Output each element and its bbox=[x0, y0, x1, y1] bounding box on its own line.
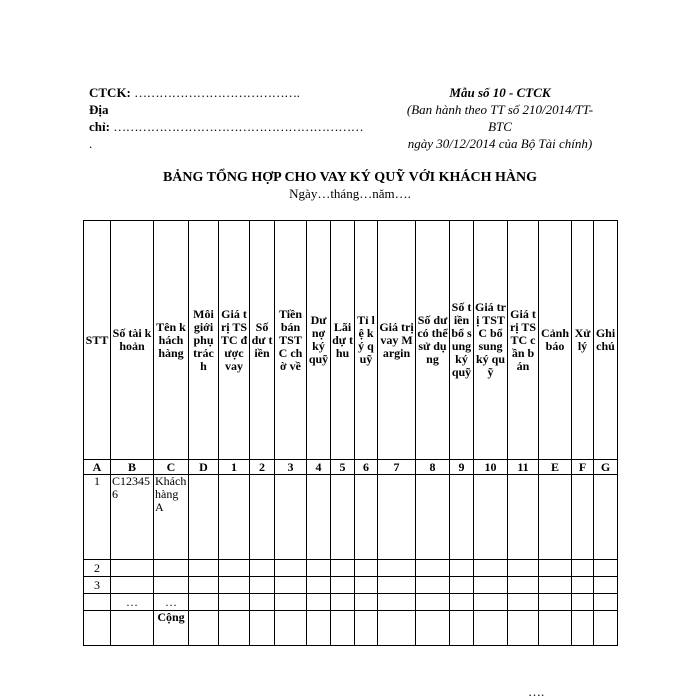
total-row bbox=[84, 611, 618, 646]
header-cell: Giá trị TSTC bổ sung ký quỹ bbox=[474, 221, 508, 460]
row-account: … bbox=[111, 594, 154, 611]
total-label: Cộng bbox=[154, 611, 189, 646]
empty-cell bbox=[572, 611, 594, 646]
empty-cell bbox=[250, 594, 275, 611]
footer-dots: …. bbox=[528, 684, 545, 699]
empty-cell bbox=[378, 594, 416, 611]
address-line bbox=[89, 118, 379, 135]
empty-cell bbox=[307, 594, 331, 611]
address-label: chỉ: bbox=[89, 119, 110, 134]
empty-cell bbox=[219, 594, 250, 611]
empty-cell bbox=[450, 560, 474, 577]
empty-cell bbox=[355, 560, 378, 577]
empty-cell bbox=[594, 577, 618, 594]
empty-cell bbox=[416, 475, 450, 560]
header-cell: Tên khách hàng bbox=[154, 221, 189, 460]
empty-cell bbox=[594, 475, 618, 560]
table-row bbox=[84, 594, 618, 611]
empty-cell bbox=[474, 560, 508, 577]
row-customer bbox=[154, 560, 189, 577]
issued-line-2: BTC bbox=[488, 119, 512, 134]
header-row bbox=[84, 221, 618, 460]
empty-cell bbox=[355, 594, 378, 611]
empty-cell bbox=[331, 594, 355, 611]
header-cell: Dư nợ ký quỹ bbox=[307, 221, 331, 460]
document-date: Ngày…tháng…năm…. bbox=[289, 186, 411, 201]
ctck-line bbox=[89, 84, 379, 101]
empty-cell bbox=[416, 594, 450, 611]
column-code: 8 bbox=[416, 460, 450, 475]
row-account bbox=[111, 560, 154, 577]
empty-cell bbox=[275, 577, 307, 594]
row-stt: 1 bbox=[84, 475, 111, 560]
empty-cell bbox=[594, 611, 618, 646]
empty-cell bbox=[219, 475, 250, 560]
column-code: G bbox=[594, 460, 618, 475]
empty-cell bbox=[450, 475, 474, 560]
empty-cell bbox=[539, 560, 572, 577]
column-code: A bbox=[84, 460, 111, 475]
company-header bbox=[89, 84, 379, 152]
header-cell: Số dư có thể sử dụng bbox=[416, 221, 450, 460]
column-code: C bbox=[154, 460, 189, 475]
empty-cell bbox=[416, 560, 450, 577]
header-cell: Số dư tiền bbox=[250, 221, 275, 460]
row-stt: 2 bbox=[84, 560, 111, 577]
empty-cell bbox=[250, 560, 275, 577]
header-cell: Cảnh báo bbox=[539, 221, 572, 460]
empty-cell bbox=[219, 560, 250, 577]
address-trailing: . bbox=[89, 136, 92, 151]
empty-cell bbox=[508, 475, 539, 560]
empty-cell bbox=[307, 560, 331, 577]
margin-loan-table bbox=[83, 220, 618, 646]
column-code: 9 bbox=[450, 460, 474, 475]
header-cell: Số tiền bổ sung ký quỹ bbox=[450, 221, 474, 460]
empty-cell bbox=[474, 475, 508, 560]
empty-cell bbox=[275, 611, 307, 646]
empty-cell bbox=[508, 577, 539, 594]
empty-cell bbox=[450, 577, 474, 594]
empty-cell bbox=[275, 560, 307, 577]
row-customer: Khách hàng A bbox=[154, 475, 189, 560]
column-code: 10 bbox=[474, 460, 508, 475]
header-cell: Giá trị vay Margin bbox=[378, 221, 416, 460]
empty-cell bbox=[189, 560, 219, 577]
empty-cell bbox=[539, 611, 572, 646]
empty-cell bbox=[189, 611, 219, 646]
empty-cell bbox=[378, 577, 416, 594]
empty-cell bbox=[331, 577, 355, 594]
column-code: 1 bbox=[219, 460, 250, 475]
empty-cell bbox=[474, 611, 508, 646]
header-cell: Tỉ lệ ký quỹ bbox=[355, 221, 378, 460]
empty-cell bbox=[572, 475, 594, 560]
header-cell: Tiền bán TSTC chờ về bbox=[275, 221, 307, 460]
row-account bbox=[111, 611, 154, 646]
empty-cell bbox=[307, 577, 331, 594]
empty-cell bbox=[275, 594, 307, 611]
empty-cell bbox=[189, 475, 219, 560]
empty-cell bbox=[572, 577, 594, 594]
empty-cell bbox=[474, 594, 508, 611]
header-cell: Giá trị TSTC cần bán bbox=[508, 221, 539, 460]
empty-cell bbox=[275, 475, 307, 560]
empty-cell bbox=[508, 611, 539, 646]
empty-cell bbox=[331, 611, 355, 646]
issued-line-3: ngày 30/12/2014 của Bộ Tài chính) bbox=[407, 136, 593, 151]
row-stt bbox=[84, 611, 111, 646]
empty-cell bbox=[219, 611, 250, 646]
issued-line-1: (Ban hành theo TT số 210/2014/TT- bbox=[406, 102, 594, 117]
empty-cell bbox=[189, 577, 219, 594]
empty-cell bbox=[450, 611, 474, 646]
header-cell: Giá trị TSTC được vay bbox=[219, 221, 250, 460]
empty-cell bbox=[539, 594, 572, 611]
header-cell: Môi giới phụ trách bbox=[189, 221, 219, 460]
empty-cell bbox=[378, 611, 416, 646]
form-reference bbox=[385, 84, 615, 152]
form-number: Mẫu số 10 - CTCK bbox=[449, 85, 551, 100]
empty-cell bbox=[416, 577, 450, 594]
column-code: 5 bbox=[331, 460, 355, 475]
column-code-row bbox=[84, 460, 618, 475]
row-customer bbox=[154, 577, 189, 594]
empty-cell bbox=[539, 577, 572, 594]
table-row bbox=[84, 577, 618, 594]
empty-cell bbox=[250, 475, 275, 560]
empty-cell bbox=[250, 611, 275, 646]
row-account bbox=[111, 577, 154, 594]
column-code: 7 bbox=[378, 460, 416, 475]
empty-cell bbox=[594, 560, 618, 577]
address-dots: …………………………………………………… bbox=[113, 119, 364, 134]
ctck-dots: …………………………………. bbox=[134, 85, 300, 100]
header-cell: STT bbox=[84, 221, 111, 460]
header-cell: Ghi chú bbox=[594, 221, 618, 460]
empty-cell bbox=[219, 577, 250, 594]
empty-cell bbox=[355, 577, 378, 594]
empty-cell bbox=[508, 594, 539, 611]
column-code: B bbox=[111, 460, 154, 475]
column-code: F bbox=[572, 460, 594, 475]
header-cell: Số tài khoản bbox=[111, 221, 154, 460]
empty-cell bbox=[355, 611, 378, 646]
column-code: 3 bbox=[275, 460, 307, 475]
address-label-line: Địa bbox=[89, 102, 109, 117]
row-stt bbox=[84, 594, 111, 611]
empty-cell bbox=[450, 594, 474, 611]
table-row bbox=[84, 560, 618, 577]
table-row bbox=[84, 475, 618, 560]
empty-cell bbox=[474, 577, 508, 594]
empty-cell bbox=[331, 560, 355, 577]
column-code: 11 bbox=[508, 460, 539, 475]
empty-cell bbox=[331, 475, 355, 560]
empty-cell bbox=[508, 560, 539, 577]
empty-cell bbox=[539, 475, 572, 560]
document-title: BẢNG TỔNG HỢP CHO VAY KÝ QUỸ VỚI KHÁCH HÀNG bbox=[162, 170, 538, 185]
empty-cell bbox=[189, 594, 219, 611]
row-stt: 3 bbox=[84, 577, 111, 594]
ctck-label: CTCK: bbox=[89, 85, 131, 100]
column-code: E bbox=[539, 460, 572, 475]
empty-cell bbox=[378, 560, 416, 577]
empty-cell bbox=[307, 611, 331, 646]
empty-cell bbox=[307, 475, 331, 560]
empty-cell bbox=[572, 594, 594, 611]
header-cell: Lãi dự thu bbox=[331, 221, 355, 460]
row-account: C123456 bbox=[111, 475, 154, 560]
empty-cell bbox=[416, 611, 450, 646]
column-code: D bbox=[189, 460, 219, 475]
column-code: 4 bbox=[307, 460, 331, 475]
empty-cell bbox=[572, 560, 594, 577]
column-code: 6 bbox=[355, 460, 378, 475]
empty-cell bbox=[378, 475, 416, 560]
column-code: 2 bbox=[250, 460, 275, 475]
header-cell: Xử lý bbox=[572, 221, 594, 460]
empty-cell bbox=[594, 594, 618, 611]
empty-cell bbox=[355, 475, 378, 560]
row-customer: … bbox=[154, 594, 189, 611]
empty-cell bbox=[250, 577, 275, 594]
